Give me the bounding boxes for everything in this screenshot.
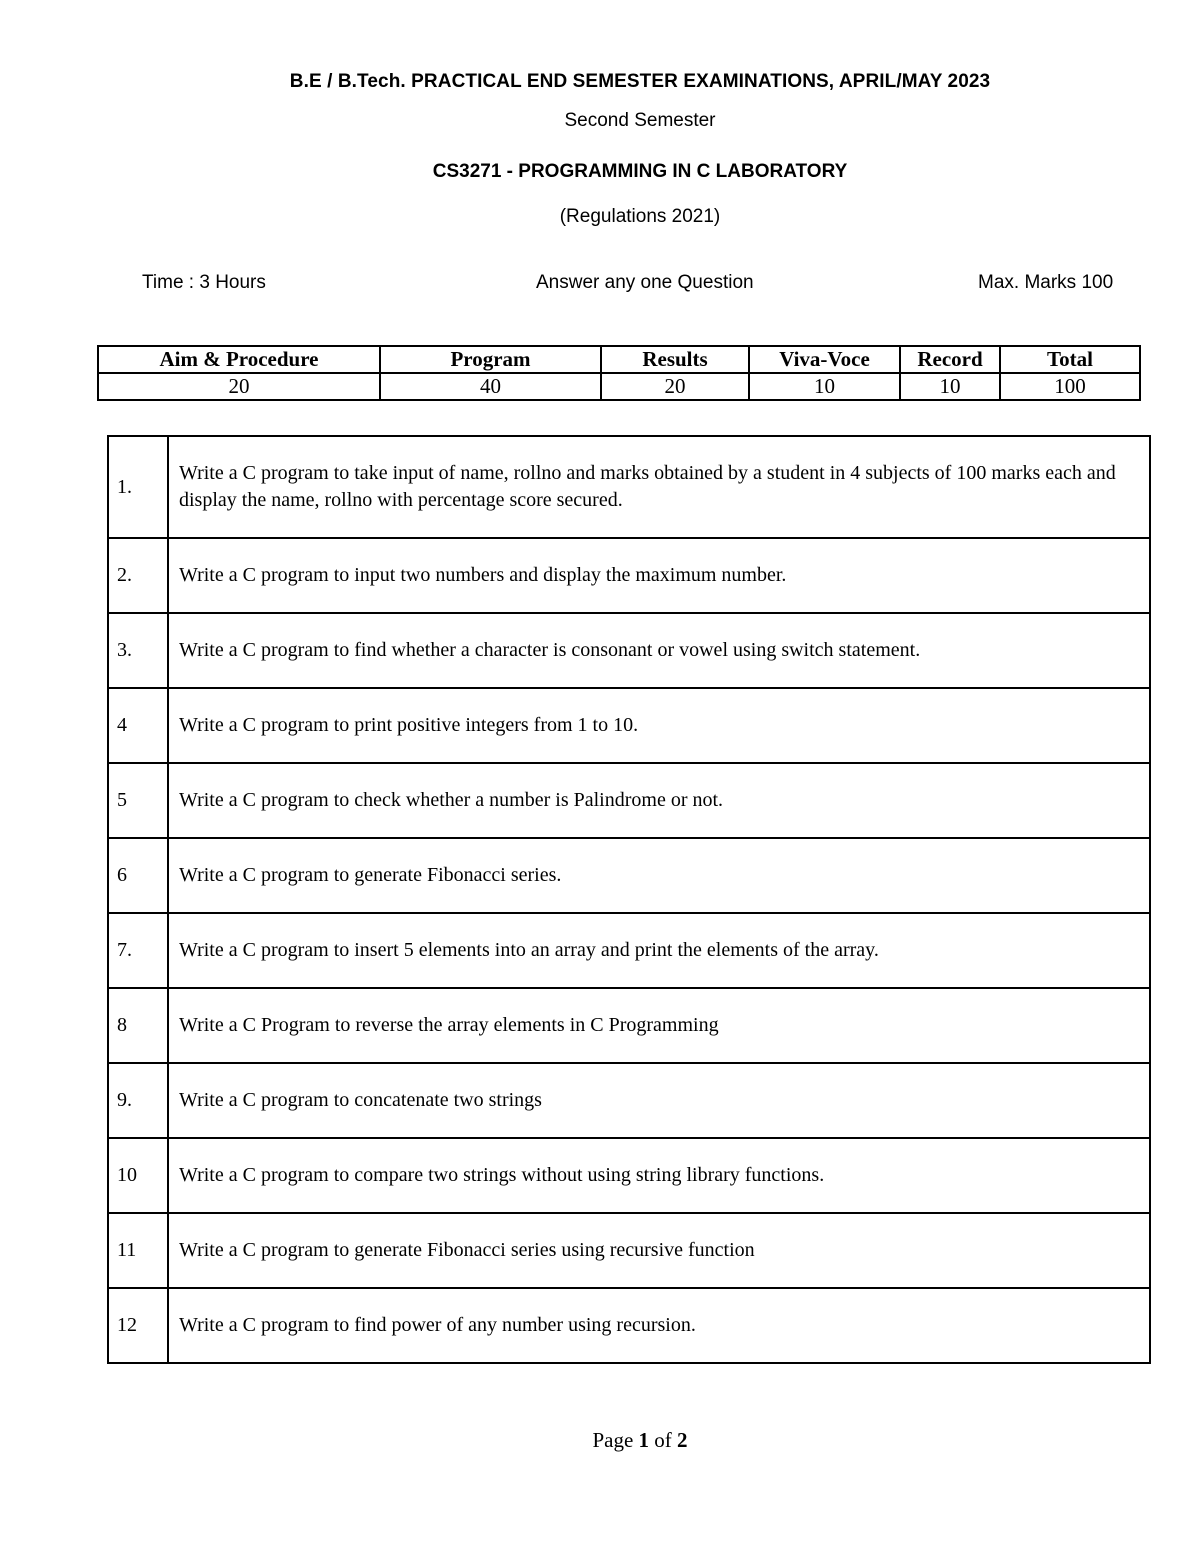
table-row — [108, 436, 1150, 538]
of-word: of — [654, 1428, 672, 1452]
exam-instruction: Answer any one Question — [536, 272, 754, 293]
exam-duration: Time : 3 Hours — [142, 272, 266, 293]
exam-title: B.E / B.Tech. PRACTICAL END SEMESTER EXAMINATIONS, APRIL/MAY 2023 — [289, 71, 991, 92]
question-number: 5 — [108, 763, 168, 838]
question-text: Write a C program to take input of name, rollno and marks obtained by a student in 4 subjects of 100 marks each and display the name, rollno with percentage score secured. — [168, 436, 1150, 538]
table-row — [108, 1138, 1150, 1213]
question-number: 8 — [108, 988, 168, 1063]
question-text: Write a C program to find power of any number using recursion. — [168, 1288, 1150, 1363]
question-number: 9. — [108, 1063, 168, 1138]
question-text: Write a C program to input two numbers and display the maximum number. — [168, 538, 1150, 613]
question-text: Write a C program to find whether a character is consonant or vowel using switch statement. — [168, 613, 1150, 688]
marks-distribution-table — [97, 345, 1141, 401]
marks-value-cell: 40 — [380, 373, 601, 400]
semester-label: Second Semester — [564, 110, 716, 131]
question-number: 12 — [108, 1288, 168, 1363]
question-number: 4 — [108, 688, 168, 763]
marks-header-row — [98, 346, 1140, 373]
question-text: Write a C program to concatenate two strings — [168, 1063, 1150, 1138]
question-text: Write a C program to compare two strings without using string library functions. — [168, 1138, 1150, 1213]
marks-header-cell: Viva-Voce — [749, 346, 900, 373]
table-row — [108, 538, 1150, 613]
total-pages-number: 2 — [677, 1428, 688, 1452]
question-text: Write a C program to print positive integers from 1 to 10. — [168, 688, 1150, 763]
marks-value-cell: 20 — [601, 373, 749, 400]
table-row — [108, 913, 1150, 988]
course-title: CS3271 - PROGRAMMING IN C LABORATORY — [432, 161, 848, 182]
question-text: Write a C Program to reverse the array elements in C Programming — [168, 988, 1150, 1063]
page-footer — [0, 1428, 1200, 1453]
marks-value-row — [98, 373, 1140, 400]
question-text: Write a C program to generate Fibonacci series. — [168, 838, 1150, 913]
current-page-number: 1 — [638, 1428, 650, 1452]
question-number: 10 — [108, 1138, 168, 1213]
question-number: 1. — [108, 436, 168, 538]
table-row — [108, 838, 1150, 913]
marks-header-cell: Aim & Procedure — [98, 346, 380, 373]
marks-header-cell: Record — [900, 346, 1000, 373]
table-row — [108, 988, 1150, 1063]
question-number: 3. — [108, 613, 168, 688]
page-word: Page — [592, 1428, 634, 1452]
marks-header-cell: Total — [1000, 346, 1140, 373]
marks-header-cell: Results — [601, 346, 749, 373]
question-text: Write a C program to insert 5 elements into an array and print the elements of the array. — [168, 913, 1150, 988]
marks-header-cell: Program — [380, 346, 601, 373]
max-marks: Max. Marks 100 — [978, 272, 1114, 293]
table-row — [108, 1213, 1150, 1288]
marks-value-cell: 100 — [1000, 373, 1140, 400]
marks-value-cell: 10 — [900, 373, 1000, 400]
table-row — [108, 613, 1150, 688]
question-text: Write a C program to generate Fibonacci series using recursive function — [168, 1213, 1150, 1288]
question-number: 7. — [108, 913, 168, 988]
table-row — [108, 688, 1150, 763]
table-row — [108, 1288, 1150, 1363]
table-row — [108, 763, 1150, 838]
table-row — [108, 1063, 1150, 1138]
question-number: 11 — [108, 1213, 168, 1288]
question-text: Write a C program to check whether a number is Palindrome or not. — [168, 763, 1150, 838]
question-number: 2. — [108, 538, 168, 613]
question-number: 6 — [108, 838, 168, 913]
marks-value-cell: 10 — [749, 373, 900, 400]
marks-value-cell: 20 — [98, 373, 380, 400]
questions-table — [107, 435, 1151, 1364]
regulations-label: (Regulations 2021) — [559, 206, 721, 227]
